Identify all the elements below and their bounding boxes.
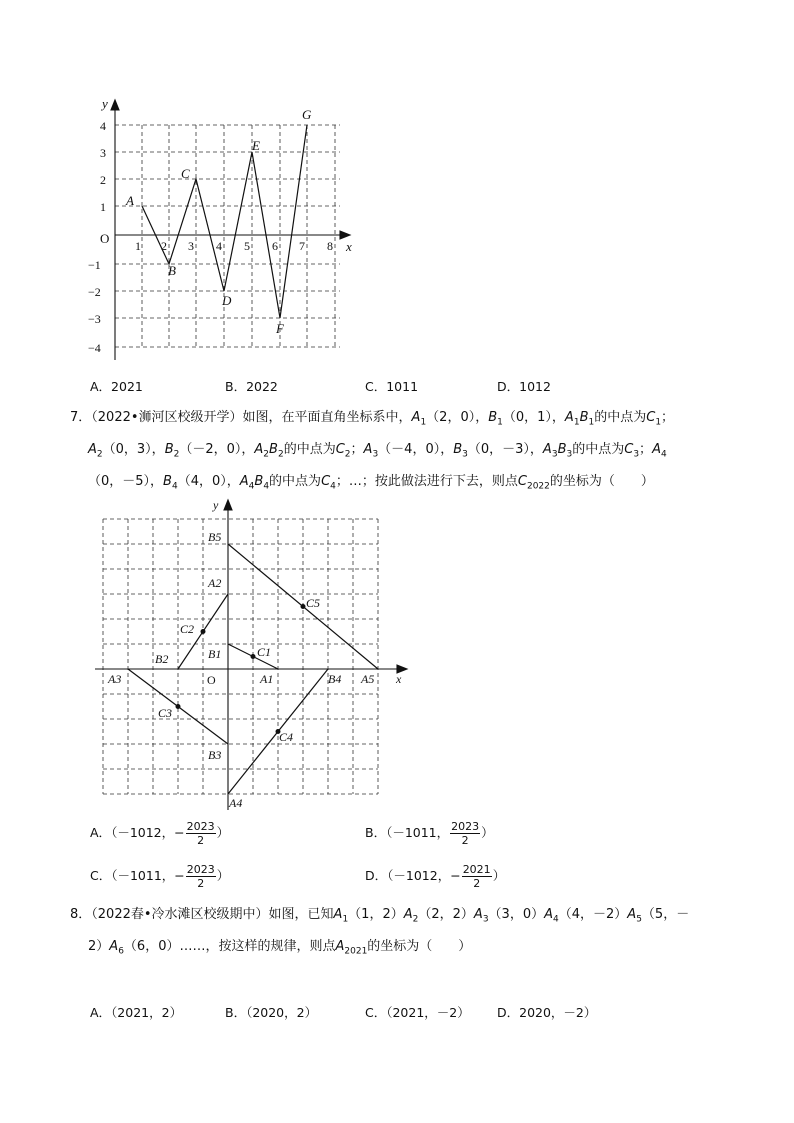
q7-option-d[interactable]: D．（－1012，− $\frac{2021}{2}$ ） [365, 863, 506, 890]
point-label-c1: C1 [257, 645, 272, 659]
point-label-a1: A1 [260, 672, 274, 686]
x-tick-label: 2 [161, 239, 167, 253]
point-label-b3: B3 [208, 748, 222, 762]
figure2-grid [103, 519, 378, 794]
point-label-a4: A4 [229, 796, 243, 810]
y-axis-label: y [213, 498, 219, 512]
origin-label: O [100, 231, 110, 246]
point-label-a5: A5 [361, 672, 375, 686]
midpoint-coordinate-figure [95, 495, 415, 815]
point-label-b2: B2 [155, 652, 169, 666]
point-label-f: F [276, 321, 284, 336]
x-tick-label: 5 [244, 239, 250, 253]
y-tick-label: 4 [100, 119, 106, 133]
q7-line-1: 7．（2022•浉河区校级开学）如图，在平面直角坐标系中，$A_1(2$，0），$B_1(0$，1），$A_1B_1$的中点为$C_1$； [70, 410, 675, 428]
point-label-c2: C2 [180, 622, 195, 636]
x-tick-label: 8 [327, 239, 333, 253]
point-label-c4: C4 [279, 730, 294, 744]
q8-option-b[interactable]: B．（2020，2） [225, 1005, 318, 1020]
q7-option-b[interactable]: B．（－1011， $\frac{2023}{2}$ ） [365, 820, 494, 847]
y-tick-label: 3 [100, 146, 106, 160]
point-label-d: D [222, 293, 232, 308]
point-label-b1: B1 [208, 647, 222, 661]
q8-line-2: $2)A_6(6$，0）……，按这样的规律，则点$A_{2021}$的坐标为（ ） [88, 939, 472, 957]
point-label-g: G [302, 107, 312, 122]
point-label-b5: B5 [208, 530, 222, 544]
x-tick-label: 4 [216, 239, 222, 253]
x-tick-label: 6 [272, 239, 278, 253]
q8-line-1: 8．（2022春•冷水滩区校级期中）如图，已知$A_1(1$，$2)A_2(2$，$2)A_3(3$，$0)A_4(4$，$-2)A_5(5$，－ [70, 907, 690, 925]
point-label-a: A [126, 193, 134, 208]
point-label-c5: C5 [306, 596, 321, 610]
figure1-grid [115, 125, 340, 347]
q6-option-d[interactable]: D．1012 [497, 379, 551, 394]
q8-option-d[interactable]: D．2020，－2） [497, 1005, 597, 1020]
x-axis-label: x [346, 239, 352, 254]
point-label-b4: B4 [328, 672, 342, 686]
figure1-axes [111, 100, 350, 360]
point-label-a2: A2 [208, 576, 222, 590]
q7-line-3: （0，－5），$B_4(4$，0），$A_4B_4$的中点为$C_4$；…；按此做法进行下去，则点$C_{2022}$的坐标为（ ） [88, 474, 654, 492]
x-tick-label: 7 [299, 239, 305, 253]
q8-option-c[interactable]: C．（2021，－2） [365, 1005, 470, 1020]
y-tick-label: 1 [100, 200, 106, 214]
point-label-a3: A3 [108, 672, 122, 686]
q6-option-a[interactable]: A．2021 [90, 379, 143, 394]
origin-label: O [207, 673, 216, 687]
y-tick-label: −4 [88, 341, 101, 355]
y-tick-label: −3 [88, 312, 101, 326]
y-tick-label: −2 [88, 285, 101, 299]
y-tick-label: −1 [88, 258, 101, 272]
y-tick-label: 2 [100, 173, 106, 187]
point-label-c: C [181, 166, 190, 181]
zigzag-coordinate-figure [80, 95, 370, 370]
x-tick-label: 1 [135, 239, 141, 253]
q7-option-c[interactable]: C．（－1011，− $\frac{2023}{2}$ ） [90, 863, 230, 890]
q6-option-c[interactable]: C．1011 [365, 379, 419, 394]
q8-option-a[interactable]: A．（2021，2） [90, 1005, 183, 1020]
zigzag-path [142, 125, 307, 318]
q7-line-2: $A_2(0$，3），$B_2(-2$，0），$A_2B_2$的中点为$C_2$；$A_3(-4$，0），$B_3(0$，－3），$A_3B_3$的中点为$C_3$；$A_4$ [88, 442, 667, 460]
q6-option-b[interactable]: B．2022 [225, 379, 278, 394]
point-label-e: E [252, 138, 260, 153]
x-axis-label: x [396, 672, 402, 686]
point-label-c3: C3 [158, 706, 173, 720]
y-axis-label: y [102, 96, 108, 111]
x-tick-label: 3 [188, 239, 194, 253]
point-label-b: B [168, 263, 176, 278]
q7-option-a[interactable]: A．（－1012，− $\frac{2023}{2}$ ） [90, 820, 230, 847]
